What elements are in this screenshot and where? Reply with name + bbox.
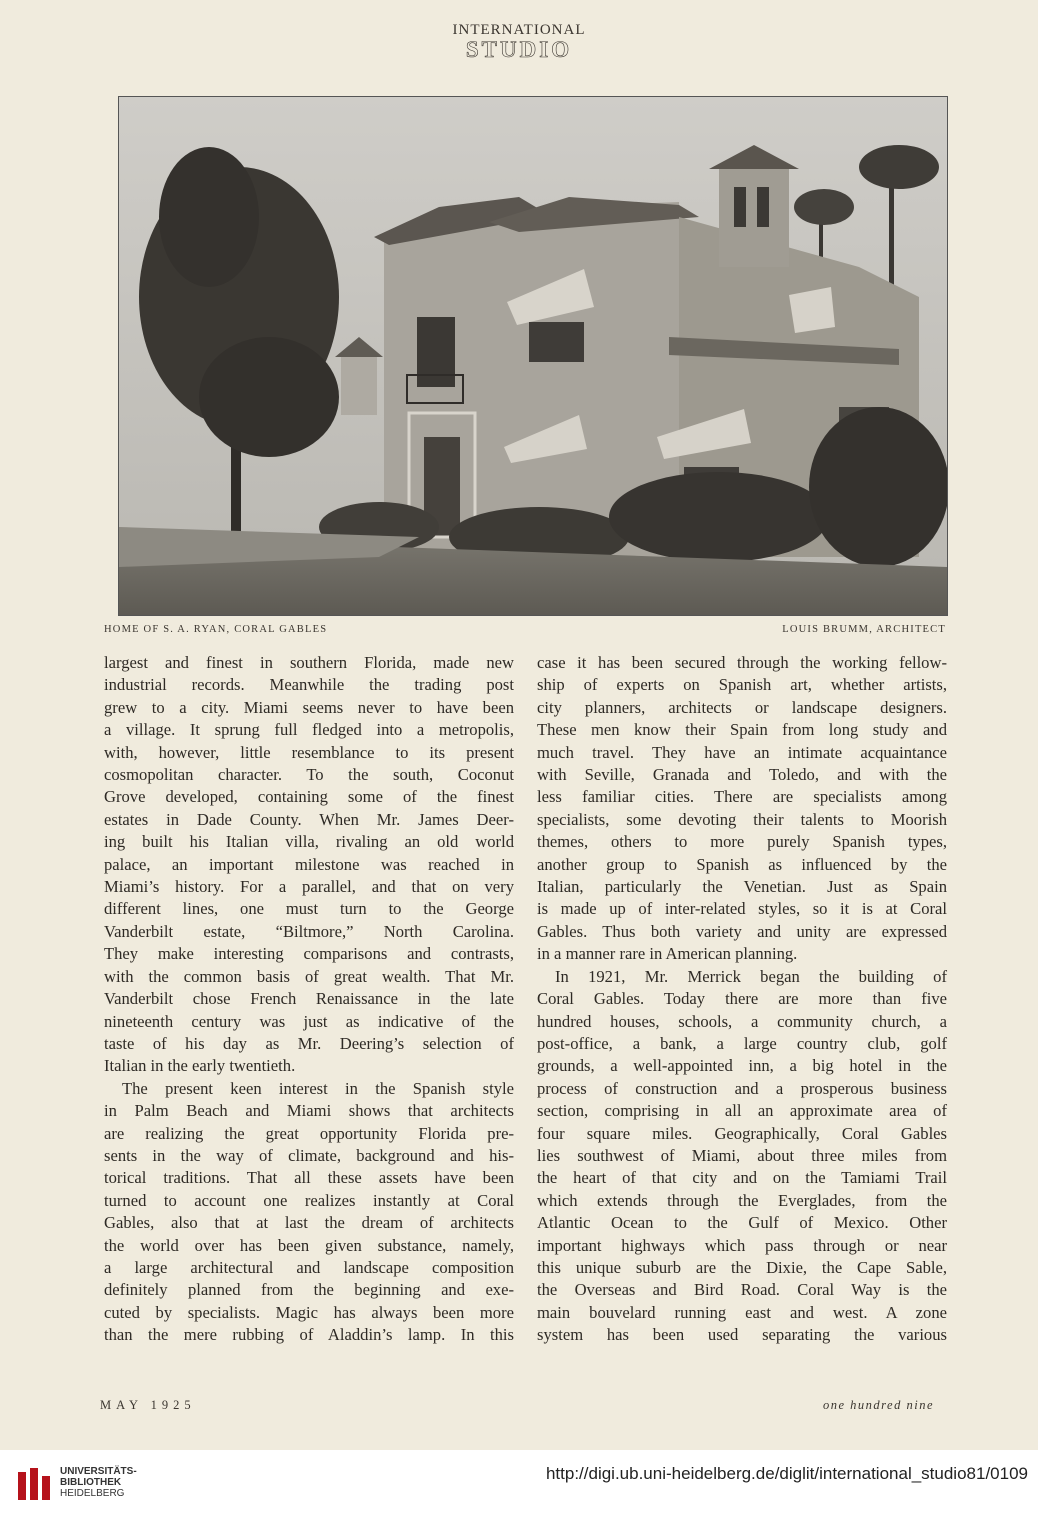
library-name-line: UNIVERSITÄTS- (60, 1466, 137, 1477)
text-line: These men know their Spain from long study and (537, 720, 947, 740)
photo-caption-subject: HOME OF S. A. RYAN, CORAL GABLES (104, 624, 328, 635)
text-line: specialists, some devoting their talents to Moorish (537, 809, 947, 829)
library-footer-bar (0, 1450, 1038, 1538)
text-line: a large architectural and landscape composition (104, 1257, 514, 1277)
text-line: post-office, a bank, a large country club, golf (537, 1033, 947, 1053)
text-line: ship of experts on Spanish art, whether artists, (537, 675, 947, 695)
text-line: in a manner rare in American planning. (537, 944, 798, 964)
masthead-international: INTERNATIONAL (452, 22, 586, 38)
library-name-line: BIBLIOTHEK (60, 1477, 122, 1488)
text-line: Grove developed, containing some of the finest (104, 787, 514, 807)
text-line: process of construction and a prosperous business (537, 1078, 947, 1098)
text-line: estates in Dade County. When Mr. James Deer- (104, 809, 514, 829)
library-name[interactable] (60, 1466, 137, 1499)
text-line: grounds, a well-appointed inn, a big hotel in the (537, 1056, 947, 1076)
text-line: with the common basis of great wealth. That Mr. (104, 966, 514, 986)
text-line: definitely planned from the beginning and exe- (104, 1280, 514, 1300)
masthead (0, 22, 1038, 62)
text-line: than the mere rubbing of Aladdin’s lamp. In this (104, 1325, 514, 1345)
text-line: city planners, architects or landscape designers. (537, 697, 947, 717)
text-line: are realizing the great opportunity Florida pre- (104, 1123, 514, 1143)
issue-date: MAY 1925 (100, 1398, 196, 1412)
text-line: section, comprising in all an approximate area of (537, 1101, 947, 1121)
text-line: with, however, little resemblance to its present (104, 742, 514, 762)
text-line: The present keen interest in the Spanish style (122, 1078, 514, 1098)
source-url-link[interactable]: http://digi.ub.uni-heidelberg.de/diglit/international_studio81/0109 (545, 1464, 1028, 1483)
text-line: much travel. They have an intimate acquaintance (537, 742, 947, 762)
text-line: case it has been secured through the working fellow- (537, 653, 947, 672)
text-line: They make interesting comparisons and contrasts, (104, 944, 514, 964)
text-line: torical traditions. That all these assets have been (104, 1168, 514, 1188)
text-line: Coral Gables. Today there are more than five (537, 989, 947, 1009)
text-line: which extends through the Everglades, from the (537, 1190, 947, 1210)
text-line: the heart of that city and on the Tamiami Trail (537, 1168, 947, 1188)
text-line: a village. It sprung full fledged into a metropolis, (104, 720, 514, 740)
text-line: less familiar cities. There are specialists among (537, 787, 947, 807)
right-text-column (537, 652, 947, 1347)
text-line: industrial records. Meanwhile the trading post (104, 675, 514, 695)
text-line: this unique suburb are the Dixie, the Cape Sable, (537, 1257, 947, 1277)
text-line: main bouvelard running east and west. A zone (537, 1302, 947, 1322)
text-line: in Palm Beach and Miami shows that architects (104, 1101, 514, 1121)
text-line: the world over has been given substance, namely, (104, 1235, 514, 1255)
page-number: one hundred nine (822, 1398, 934, 1412)
text-line: hundred houses, schools, a community church, a (537, 1011, 947, 1031)
masthead-studio: STUDIO (465, 37, 573, 62)
text-line: with Seville, Granada and Toledo, and with the (537, 765, 947, 785)
text-line: In 1921, Mr. Merrick began the building of (555, 966, 947, 986)
text-line: Gables, also that at last the dream of architects (104, 1213, 514, 1233)
text-line: Italian, particularly the Venetian. Just as Spain (537, 877, 947, 897)
text-line: sents in the way of climate, background and his- (104, 1145, 514, 1165)
text-line: the Overseas and Bird Road. Coral Way is the (537, 1280, 947, 1300)
text-line: system has been used separating the various (537, 1325, 947, 1345)
text-line: grew to a city. Miami seems never to have been (104, 697, 514, 717)
left-text-column (104, 652, 514, 1347)
text-line: Gables. Thus both variety and unity are expressed (537, 921, 947, 941)
text-line: turned to account one realizes instantly at Coral (104, 1190, 514, 1210)
house-photo (118, 96, 948, 616)
library-logo-icon[interactable] (14, 1464, 54, 1504)
text-line: cosmopolitan character. To the south, Coconut (104, 765, 514, 785)
text-line: four square miles. Geographically, Coral Gables (537, 1123, 947, 1143)
text-line: nineteenth century was just as indicative of the (104, 1011, 514, 1031)
photo-caption-architect: LOUIS BRUMM, ARCHITECT (782, 624, 946, 635)
text-line: ing built his Italian villa, rivaling an old world (104, 832, 514, 852)
text-line: taste of his day as Mr. Deering’s selection of (104, 1033, 514, 1053)
text-line: different lines, one must turn to the George (104, 899, 514, 919)
text-line: another group to Spanish as influenced by the (537, 854, 947, 874)
text-line: Vanderbilt chose French Renaissance in the late (104, 989, 514, 1009)
text-line: lies southwest of Miami, about three miles from (537, 1145, 947, 1165)
library-name-line: HEIDELBERG (60, 1488, 125, 1499)
text-line: is made up of inter-related styles, so it is at Coral (537, 899, 947, 919)
text-line: Vanderbilt estate, “Biltmore,” North Carolina. (104, 921, 514, 941)
text-line: largest and finest in southern Florida, made new (104, 653, 514, 672)
text-line: cuted by specialists. Magic has always been more (104, 1302, 514, 1322)
text-line: themes, others to more purely Spanish types, (537, 832, 947, 852)
text-line: important highways which pass through or near (537, 1235, 947, 1255)
text-line: Atlantic Ocean to the Gulf of Mexico. Other (537, 1213, 947, 1233)
text-line: palace, an important milestone was reached in (104, 854, 514, 874)
text-line: Miami’s history. For a parallel, and that on very (104, 877, 514, 897)
text-line: Italian in the early twentieth. (104, 1056, 296, 1076)
